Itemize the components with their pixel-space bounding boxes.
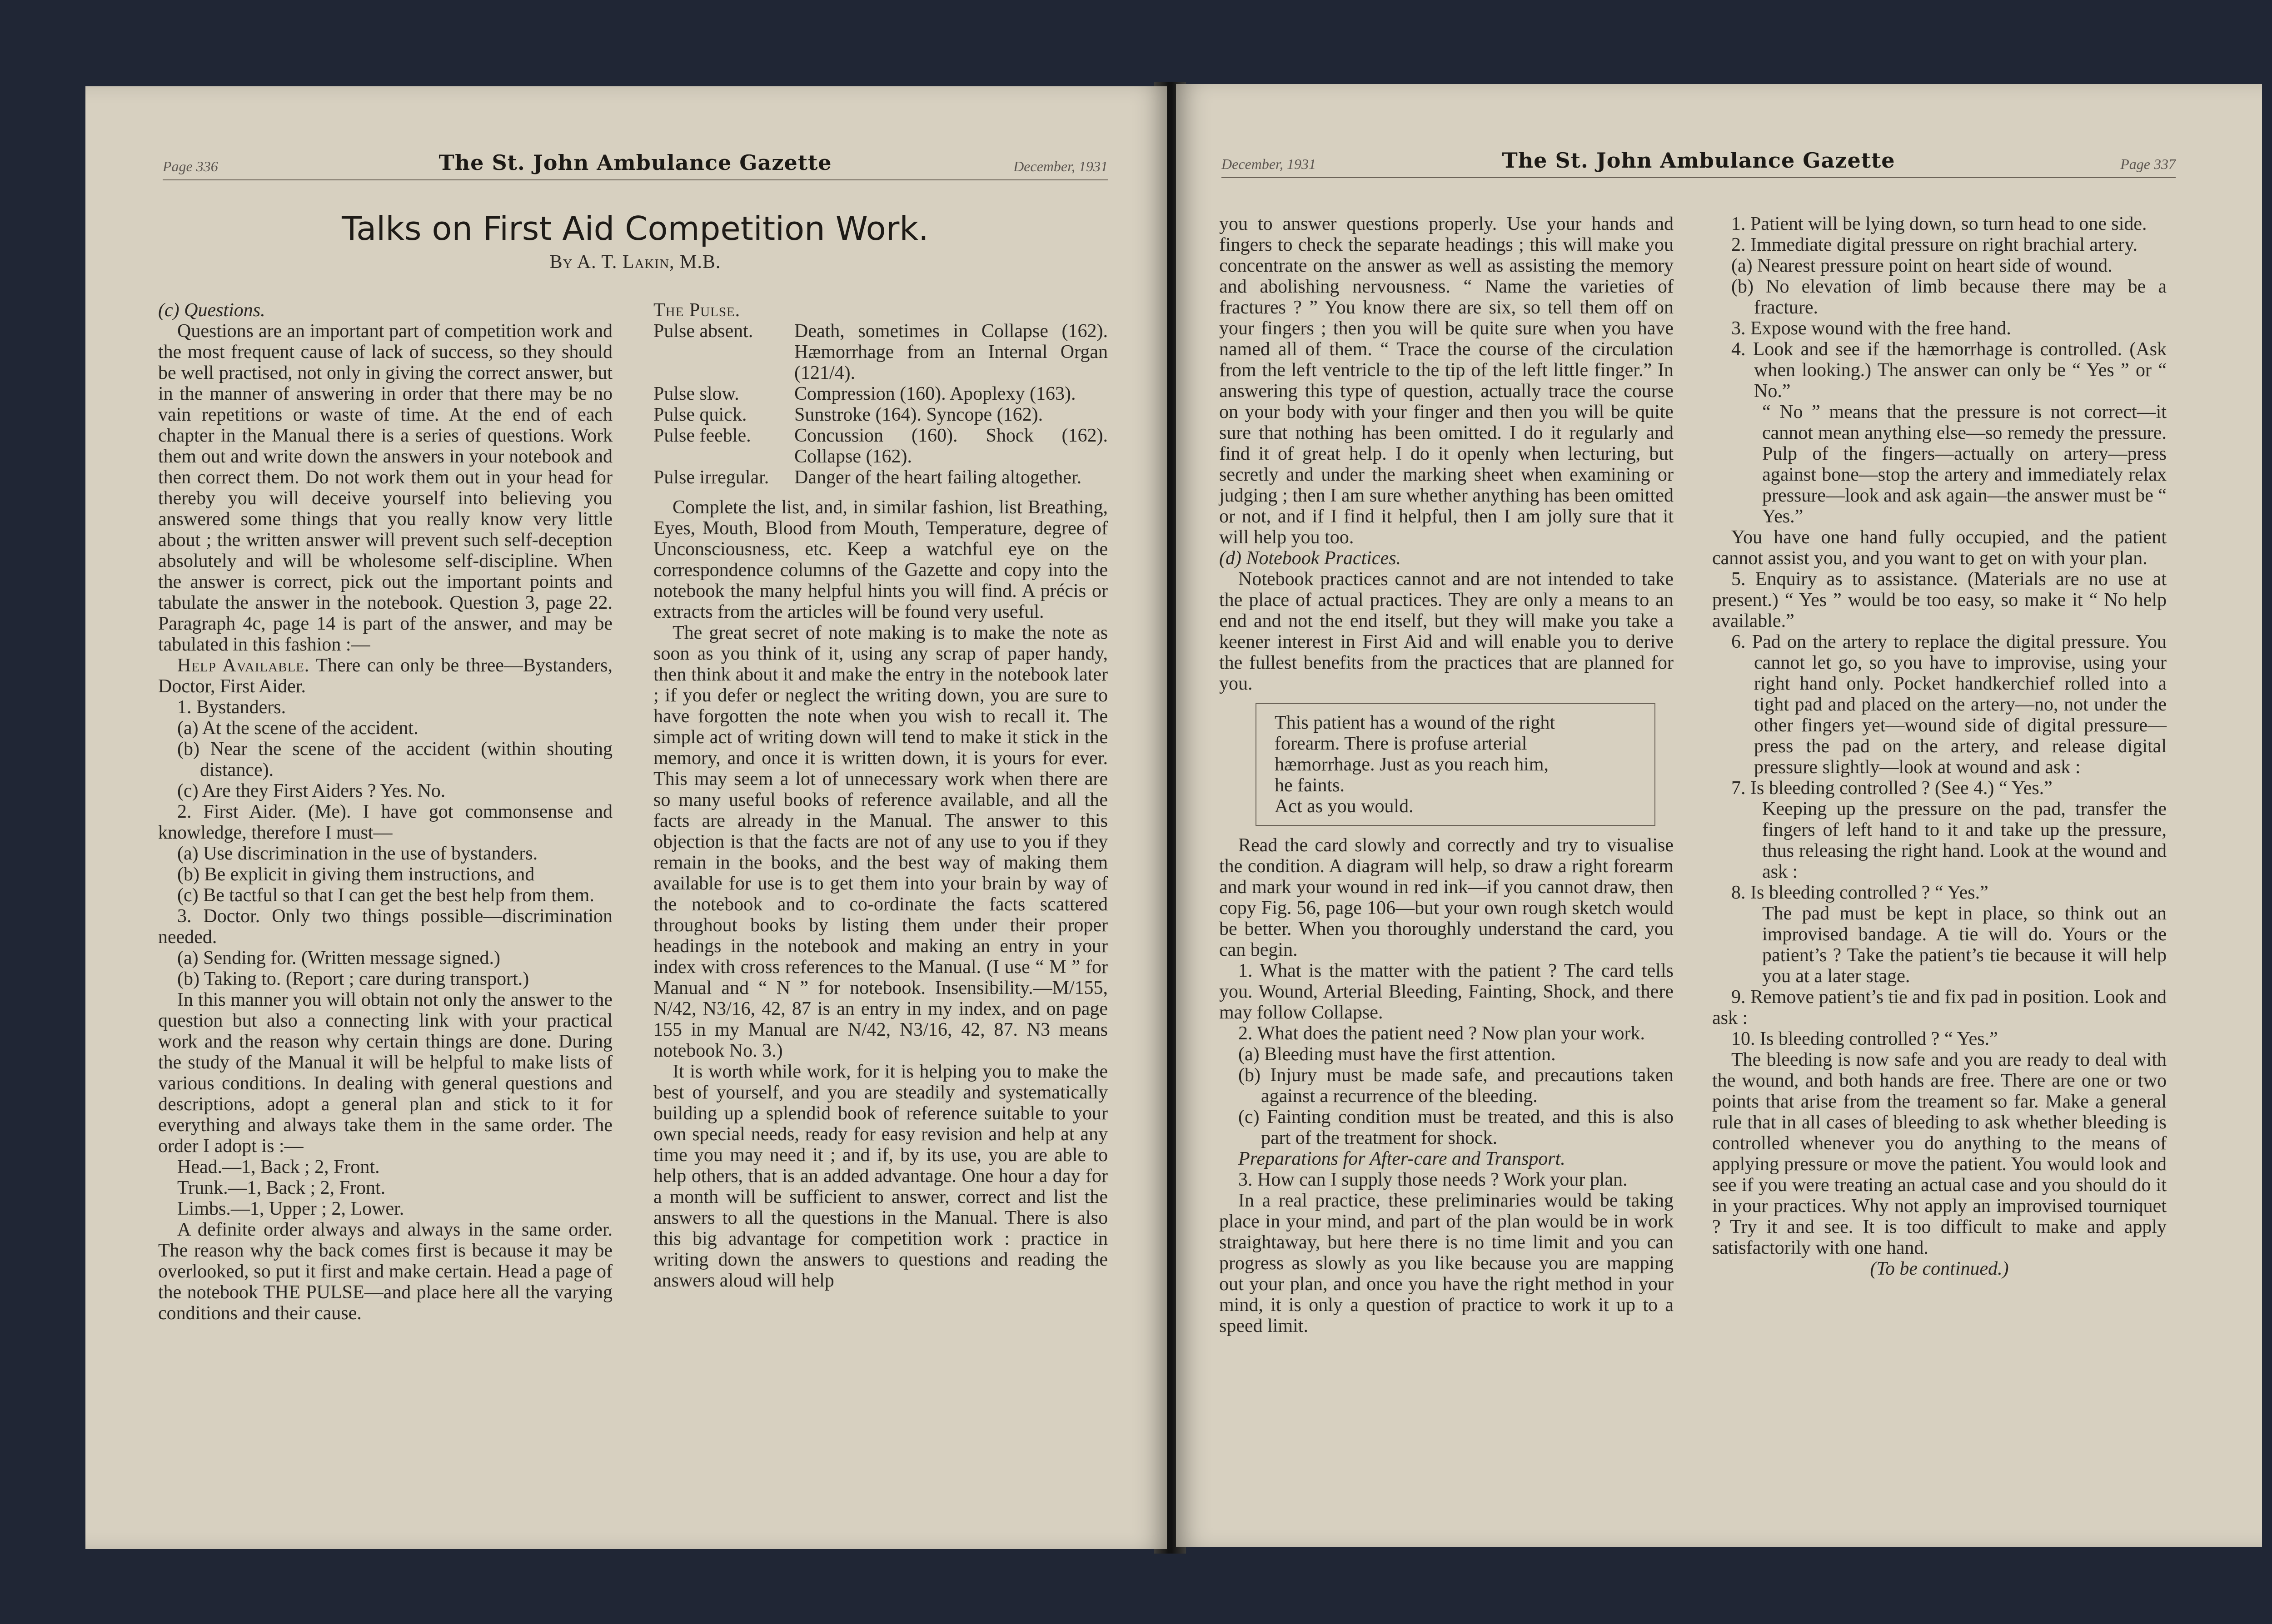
- paragraph: In this manner you will obtain not only the answer to the question but also a connecting link with your practical work and the reason why certain things are done. During the study of the Manual it will be helpful to make lists of various conditions. In dealing with general questions and descriptions, adopt a general plan and stick to it for everything and always take them in the same order. The order I adopt is :—: [158, 989, 613, 1157]
- left-column-2: [653, 300, 1108, 1291]
- section-heading-questions: (c) Questions.: [158, 300, 265, 321]
- pulse-label: Pulse quick.: [653, 404, 747, 425]
- pulse-cause: Danger of the heart failing altogether.: [794, 467, 1082, 488]
- step-note: Keeping up the pressure on the pad, transfer the fingers of left hand to it and take up the pressure, thus releasing the right hand. Look at the wound and ask :: [1762, 799, 2167, 882]
- pulse-label: Pulse feeble.: [653, 425, 751, 446]
- list-item: (c) Fainting condition must be treated, and this is also part of the treatment for shock.: [1238, 1107, 1674, 1148]
- order-item: Limbs.—1, Upper ; 2, Lower.: [177, 1198, 404, 1219]
- list-item: 2. First Aider. (Me). I have got commonsense and knowledge, therefore I must—: [158, 801, 613, 843]
- paragraph: The great secret of note making is to make the note as soon as you think of it, using any scrap of paper handy, then think about it and make the entry in the notebook later ; if you defer or neglect the writing down, you are sure to have forgotten the note when you wish to recall it. The simple act of writing down will tend to make it stick in the memory, and once it is written down, it is yours for ever. This may seem a lot of unnecessary work when there are so many useful books of reference available, and all the facts are already in the Manual. The answer to this objection is that the facts are not of any use to you if they remain in the books, and the best way of making them available for use is to get them into your brain by way of the notebook and to co-ordinate the facts scattered throughout books by listing them under their proper headings in the notebook and making an entry in your index with cross references to the Manual. (I use “ M ” for Manual and “ N ” for notebook. Insensibility.—M/155, N/42, N3/16, 42, 87 is an entry in my index, and on page 155 in my Manual are N/42, N3/16, 42, 87. N3 means notebook No. 3.): [653, 622, 1108, 1061]
- list-item: 3. How can I supply those needs ? Work your plan.: [1238, 1169, 1628, 1190]
- table-row: [653, 467, 1108, 488]
- paragraph: Read the card slowly and correctly and try to visualise the condition. A diagram will help, so draw a right forearm and mark your wound in red ink—if you cannot draw, then copy Fig. 56, page 106—but your own rough sketch would be better. When you thoroughly understand the card, you can begin.: [1219, 835, 1674, 960]
- step-item: 3. Expose wound with the free hand.: [1731, 318, 2011, 339]
- right-running-head: [1221, 150, 2176, 178]
- list-item: (a) At the scene of the accident.: [177, 718, 419, 739]
- right-page-number: Page 337: [2120, 156, 2176, 172]
- list-item: 3. Doctor. Only two things possible—discrimination needed.: [158, 906, 613, 948]
- step-item: 10. Is bleeding controlled ? “ Yes.”: [1731, 1028, 1998, 1049]
- step-item: 4. Look and see if the hæmorrhage is controlled. (Ask when looking.) The answer can only be “ Yes ” or “ No.”: [1731, 339, 2167, 402]
- pulse-label: Pulse slow.: [653, 383, 739, 404]
- step-item: 7. Is bleeding controlled ? (See 4.) “ Yes.”: [1731, 778, 2053, 799]
- list-item: (a) Sending for. (Written message signed.): [177, 948, 500, 968]
- pulse-label: Pulse irregular.: [653, 467, 769, 488]
- left-page: [85, 86, 1167, 1549]
- list-item: (b) Near the scene of the accident (within shouting distance).: [177, 739, 613, 780]
- paragraph: you to answer questions properly. Use your hands and fingers to check the separate headings ; this will make you concentrate on the answer as well as assisting the memory and abolishing nervousness. “ Name the varieties of fractures ? ” You know there are six, so tell them off on your fingers ; then you will be quite sure when you have named all of them. “ Trace the course of the circulation from the left ventricle to the tip of the left little finger.” In answering this type of question, actually trace the course on your body with your finger and then you will be quite sure that nothing has been omitted. I do it regularly and find it of great help. I do it openly when lecturing, but secretly and under the marking sheet when examining or judging ; then I am sure whether anything has been omitted or not, and if I find it helpful, then I am jolly sure that it will help you too.: [1219, 214, 1674, 548]
- card-line: hæmorrhage. Just as you reach him,: [1275, 754, 1549, 775]
- article-title-block: [163, 209, 1108, 273]
- practice-card-box: [1256, 703, 1655, 826]
- step-item: 2. Immediate digital pressure on right brachial artery.: [1731, 234, 2138, 255]
- right-column-1: [1219, 214, 1674, 1336]
- section-heading-notebook-practices: (d) Notebook Practices.: [1219, 548, 1401, 569]
- article-byline: By A. T. Lakin, M.B.: [549, 252, 721, 273]
- step-item: 6. Pad on the artery to replace the digital pressure. You cannot let go, so you have to improvise, using your right hand only. Pocket handkerchief rolled into a tight pad and placed on the artery—no, not under the other fingers yet—wound side of digital pressure—press the pad on the artery, and release digital pressure slightly—look at wound and ask :: [1731, 631, 2167, 778]
- list-item: (c) Are they First Aiders ? Yes. No.: [177, 780, 446, 801]
- step-subitem: (b) No elevation of limb because there may be a fracture.: [1731, 276, 2167, 318]
- paragraph: Notebook practices cannot and are not intended to take the place of actual practices. They are only a means to an end and not the end itself, but they will make you take a keener interest in First Aid and will enable you to derive the fullest benefits from the practices that are planned for you.: [1219, 569, 1674, 694]
- pulse-cause: Death, sometimes in Collapse (162). Hæmorrhage from an Internal Organ (121/4).: [794, 321, 1108, 383]
- table-row: [653, 425, 1108, 467]
- card-line: forearm. There is profuse arterial: [1275, 733, 1527, 754]
- step-item: 8. Is bleeding controlled ? “ Yes.”: [1731, 882, 1988, 903]
- step-note: “ No ” means that the pressure is not correct—it cannot mean anything else—so remedy the pressure. Pulp of the fingers—actually on artery—press against bone—stop the artery and immediately relax pressure—look and ask again—the answer must be “ Yes.”: [1762, 402, 2167, 527]
- table-row: [653, 404, 1108, 425]
- step-item: 9. Remove patient’s tie and fix pad in position. Look and ask :: [1712, 987, 2167, 1028]
- pulse-cause: Compression (160). Apoplexy (163).: [794, 383, 1076, 404]
- paragraph: Complete the list, and, in similar fashion, list Breathing, Eyes, Mouth, Blood from Mouth, Temperature, degree of Unconsciousness, etc. Keep a watchful eye on the correspondence columns of the Gazette and copy into the notebook the many helpful hints you will find. A précis or extracts from the articles will be found very useful.: [653, 497, 1108, 622]
- pulse-cause: Concussion (160). Shock (162). Collapse (162).: [794, 425, 1108, 467]
- step-item: 5. Enquiry as to assistance. (Materials are no use at present.) “ Yes ” would be too easy, so make it “ No help available.”: [1712, 569, 2167, 631]
- right-journal-title: The St. John Ambulance Gazette: [1502, 148, 1895, 173]
- list-item: (b) Be explicit in giving them instructions, and: [177, 864, 535, 885]
- step-note: The pad must be kept in place, so think out an improvised bandage. A tie will do. Yours or the patient’s ? Take the patient’s tie because it will help you at a later stage.: [1762, 903, 2167, 987]
- list-item: 1. What is the matter with the patient ? The card tells you. Wound, Arterial Bleeding, Fainting, Shock, and there may follow Collapse.: [1219, 960, 1674, 1023]
- right-page: [1176, 84, 2262, 1547]
- left-column-1: [158, 300, 613, 1324]
- section-heading-preparations: Preparations for After-care and Transport.: [1238, 1148, 1565, 1169]
- help-available-paragraph: [158, 655, 613, 697]
- list-item: 1. Bystanders.: [177, 697, 286, 718]
- step-item: 1. Patient will be lying down, so turn head to one side.: [1731, 214, 2147, 234]
- left-journal-title: The St. John Ambulance Gazette: [438, 150, 832, 175]
- list-item: 2. What does the patient need ? Now plan your work.: [1238, 1023, 1645, 1044]
- list-item: (b) Injury must be made safe, and precautions taken against a recurrence of the bleeding.: [1238, 1065, 1674, 1107]
- article-title: Talks on First Aid Competition Work.: [342, 209, 929, 248]
- table-row: [653, 383, 1108, 404]
- card-line: Act as you would.: [1275, 796, 1414, 817]
- paragraph: It is worth while work, for it is helping you to make the best of yourself, and you are steadily and systematically building up a splendid book of reference suitable to your own special needs, ready for easy revision and help at any time you may need it ; and if, by its use, you are able to help others, that is an added advantage. One hour a day for a month will be sufficient to answer, correct and list the answers to all the questions in the Manual. There is also this big advantage for competition work : practice in writing down the answers to questions and reading the answers aloud will help: [653, 1061, 1108, 1291]
- table-row: [653, 321, 1108, 383]
- paragraph: In a real practice, these preliminaries would be taking place in your mind, and part of the plan would be in work straightaway, but here there is no time limit and you can progress as slowly as you like because you are mapping out your plan, and once you have the right method in your mind, it is only a question of practice to work it up to a speed limit.: [1219, 1190, 1674, 1336]
- help-available-text: There can only be three—Bystanders, Doctor, First Aider.: [158, 655, 613, 697]
- paragraph: You have one hand fully occupied, and the patient cannot assist you, and you want to get on with your plan.: [1712, 527, 2167, 569]
- paragraph: Questions are an important part of competition work and the most frequent cause of lack of success, so they should be well practised, not only in giving the correct answer, but in the manner of answering in order that there may be no vain repetitions or waste of time. At the end of each chapter in the Manual there is a series of questions. Work them out and write down the answers in your notebook and then correct them. Do not work them out in your head for thereby you will deceive yourself into believing you answered some things that you really know very little about ; the written answer will prevent such self-deception absolutely and will be wholesome self-discipline. When the answer is correct, pick out the important points and tabulate the answer in the notebook. Question 3, page 22. Paragraph 4c, page 14 is part of the answer, and may be tabulated in this fashion :—: [158, 321, 613, 655]
- step-subitem: (a) Nearest pressure point on heart side of wound.: [1731, 255, 2113, 276]
- right-page-date: December, 1931: [1221, 156, 1316, 172]
- list-item: (a) Use discrimination in the use of bystanders.: [177, 843, 538, 864]
- card-line: he faints.: [1275, 775, 1345, 796]
- to-be-continued: (To be continued.): [1870, 1258, 2009, 1279]
- right-column-2: [1712, 214, 2167, 1279]
- pulse-label: Pulse absent.: [653, 321, 753, 342]
- paragraph: A definite order always and always in the same order. The reason why the back comes first is because it may be overlooked, so put it first and make certain. Head a page of the notebook THE PULSE—and place here all the varying conditions and their cause.: [158, 1219, 613, 1324]
- card-line: This patient has a wound of the right: [1275, 712, 1555, 733]
- list-item: (c) Be tactful so that I can get the best help from them.: [177, 885, 594, 906]
- list-item: (a) Bleeding must have the first attention.: [1238, 1044, 1556, 1065]
- pulse-table: [653, 321, 1108, 488]
- pulse-cause: Sunstroke (164). Syncope (162).: [794, 404, 1043, 425]
- paragraph: The bleeding is now safe and you are ready to deal with the wound, and both hands are free. There are one or two points that arise from the treament so far. Make a general rule that in all cases of bleeding to ask whether bleeding is controlled whenever you do anything to the means of applying pressure or move the patient. You would look and see if you were treating an actual case and you should do it in your practices. Why not apply an improvised tourniquet ? Try it and see. It is too difficult to make and apply satisfactorily with one hand.: [1712, 1049, 2167, 1258]
- left-running-head: [163, 152, 1108, 180]
- order-item: Trunk.—1, Back ; 2, Front.: [177, 1177, 386, 1198]
- left-page-date: December, 1931: [1013, 158, 1108, 174]
- order-item: Head.—1, Back ; 2, Front.: [177, 1157, 380, 1177]
- list-item: (b) Taking to. (Report ; care during transport.): [177, 968, 529, 989]
- pulse-heading: The Pulse.: [653, 300, 741, 321]
- help-available-label: Help Available.: [177, 655, 310, 676]
- left-page-number: Page 336: [163, 158, 218, 174]
